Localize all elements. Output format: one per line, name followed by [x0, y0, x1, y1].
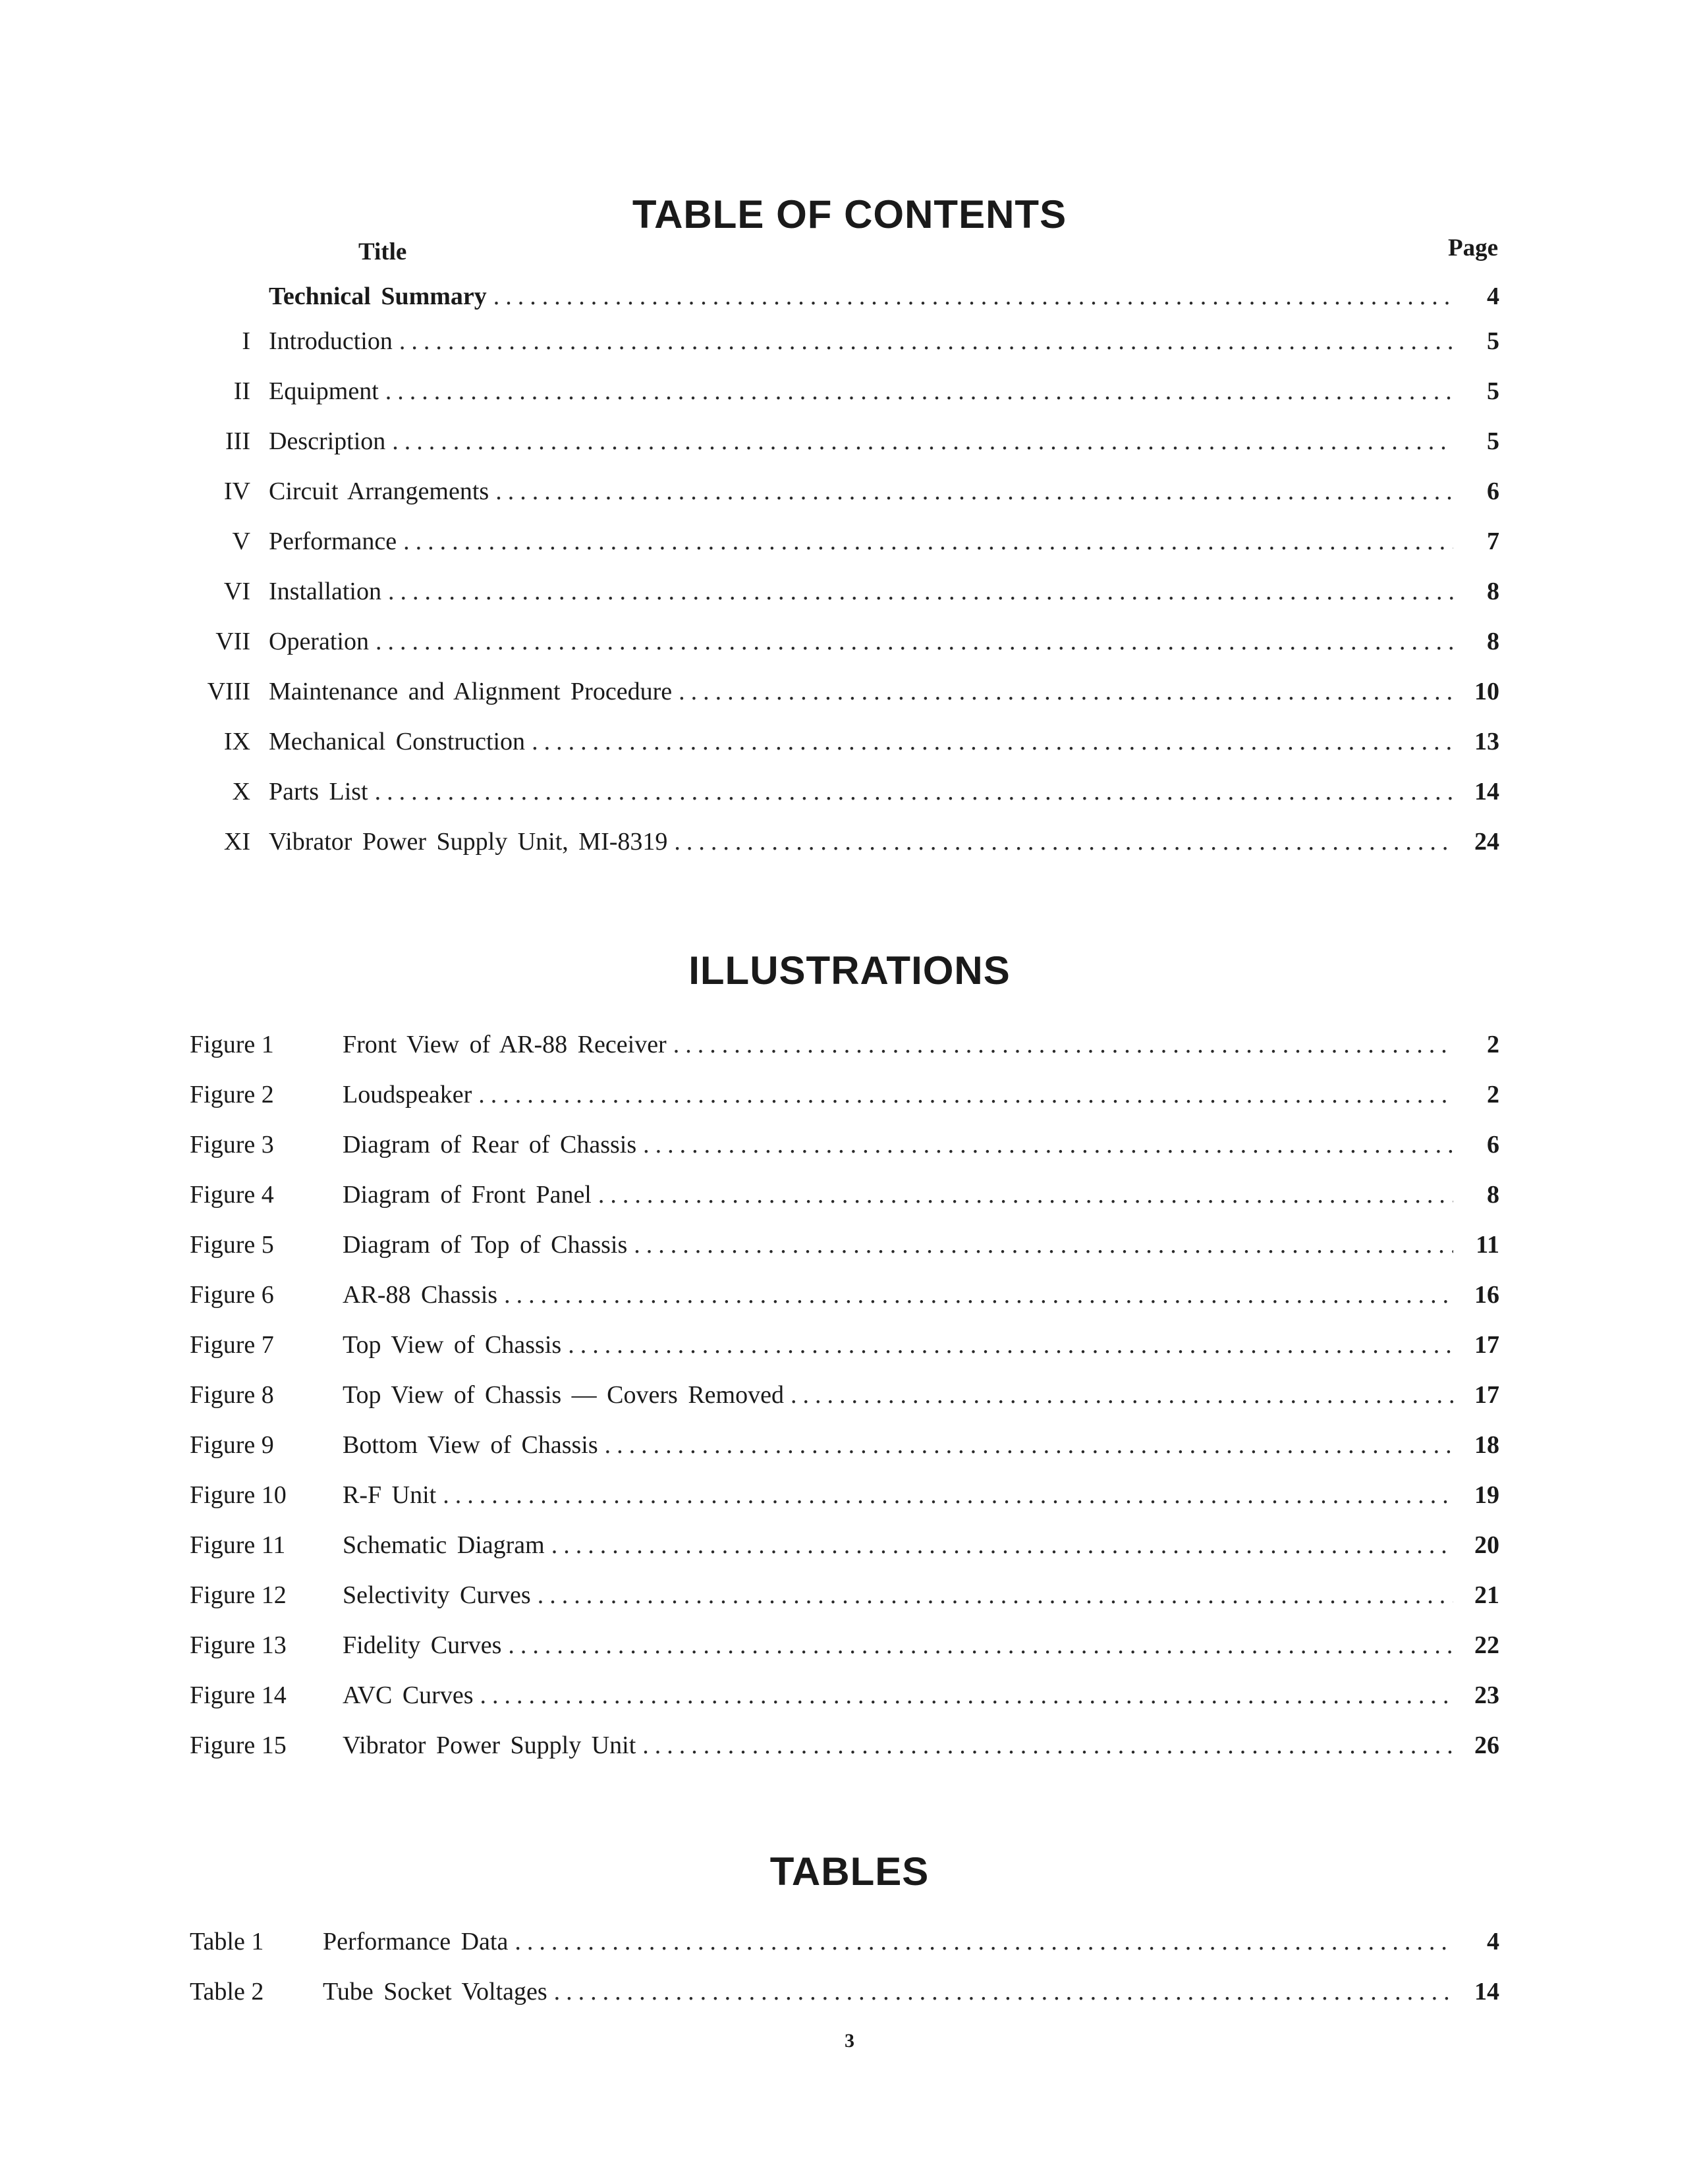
figure-title: Loudspeaker: [343, 1081, 472, 1108]
figure-title: Vibrator Power Supply Unit: [343, 1732, 636, 1759]
toc-entry-title: Introduction: [269, 327, 393, 355]
toc-entry-number: VI: [223, 578, 250, 605]
dot-leader: [478, 1079, 1453, 1110]
toc-entry-number: XI: [223, 828, 250, 856]
illustration-entry[interactable]: [190, 1179, 1499, 1211]
dot-leader: [392, 425, 1453, 457]
toc-entry-title: Performance: [269, 528, 397, 555]
dot-leader: [679, 676, 1453, 707]
dot-leader: [791, 1379, 1453, 1411]
dot-leader: [388, 576, 1453, 607]
toc-entry-title: Circuit Arrangements: [269, 478, 489, 505]
table-title: Performance Data: [323, 1928, 509, 1955]
illustration-entry[interactable]: [190, 1029, 1499, 1060]
toc-entry[interactable]: [186, 325, 1499, 357]
page-number: 3: [845, 2030, 854, 2052]
figure-number: Figure 15: [190, 1732, 287, 1759]
dot-leader: [551, 1529, 1453, 1561]
toc-entry-number: IX: [223, 728, 250, 755]
illustration-entry[interactable]: [190, 1279, 1499, 1311]
toc-entry[interactable]: [186, 476, 1499, 507]
illustration-entry[interactable]: [190, 1479, 1499, 1511]
toc-entry[interactable]: [186, 425, 1499, 457]
dot-leader: [515, 1926, 1453, 1957]
toc-entry-title: Parts List: [269, 778, 368, 805]
toc-entry-number: IV: [223, 478, 250, 505]
toc-entry-number: VIII: [207, 678, 250, 705]
toc-entry-page: 10: [1474, 678, 1499, 705]
toc-entry-page: 24: [1474, 828, 1499, 856]
figure-page: 21: [1474, 1581, 1499, 1609]
table-entry[interactable]: [190, 1926, 1499, 1957]
figure-page: 22: [1474, 1631, 1499, 1659]
toc-entry-number: I: [242, 327, 250, 355]
toc-page-column-label: Page: [1448, 234, 1499, 261]
figure-number: Figure 12: [190, 1581, 287, 1609]
figure-page: 19: [1474, 1481, 1499, 1509]
illustration-entry[interactable]: [190, 1229, 1499, 1261]
toc-entry[interactable]: [186, 526, 1499, 557]
figure-title: Front View of AR-88 Receiver: [343, 1031, 667, 1058]
figure-title: Diagram of Front Panel: [343, 1181, 592, 1209]
toc-entry-title: Operation: [269, 628, 369, 655]
illustration-entry[interactable]: [190, 1129, 1499, 1160]
figure-page: 18: [1474, 1431, 1499, 1459]
table-page: 14: [1474, 1978, 1499, 2006]
toc-entry-number: III: [225, 427, 250, 455]
illustration-entry[interactable]: [190, 1629, 1499, 1661]
figure-page: 17: [1474, 1331, 1499, 1359]
figure-number: Figure 7: [190, 1331, 274, 1359]
dot-leader: [504, 1279, 1453, 1311]
illustration-entry[interactable]: [190, 1379, 1499, 1411]
toc-entry-number: VII: [215, 628, 250, 655]
table-title: Tube Socket Voltages: [323, 1978, 547, 2006]
illustration-entry[interactable]: [190, 1079, 1499, 1110]
dot-leader: [443, 1479, 1453, 1511]
toc-entry-title: Vibrator Power Supply Unit, MI-8319: [269, 828, 668, 856]
figure-page: 20: [1474, 1531, 1499, 1559]
toc-entry[interactable]: [186, 576, 1499, 607]
figure-number: Figure 8: [190, 1381, 274, 1409]
table-entry[interactable]: [190, 1976, 1499, 2007]
toc-entry-number: X: [232, 778, 250, 805]
figure-number: Figure 4: [190, 1181, 274, 1209]
figure-page: 16: [1474, 1281, 1499, 1309]
table-number: Table 2: [190, 1978, 264, 2006]
figure-title: Top View of Chassis: [343, 1331, 562, 1359]
dot-leader: [642, 1730, 1453, 1761]
toc-entry[interactable]: [186, 726, 1499, 757]
toc-entry[interactable]: [186, 776, 1499, 807]
toc-entry-title: Installation: [269, 578, 381, 605]
toc-entry[interactable]: [186, 676, 1499, 707]
figure-title: Selectivity Curves: [343, 1581, 531, 1609]
dot-leader: [508, 1629, 1453, 1661]
figure-page: 26: [1474, 1732, 1499, 1759]
figure-number: Figure 6: [190, 1281, 274, 1309]
illustration-entry[interactable]: [190, 1579, 1499, 1611]
figure-number: Figure 3: [190, 1131, 274, 1159]
dot-leader: [403, 526, 1453, 557]
toc-entry-page: 14: [1474, 778, 1499, 805]
toc-entry-number: II: [233, 377, 250, 405]
dot-leader: [554, 1976, 1453, 2007]
dot-leader: [532, 726, 1453, 757]
dot-leader: [634, 1229, 1453, 1261]
dot-leader: [568, 1329, 1453, 1361]
toc-entry-page: 5: [1487, 377, 1499, 405]
figure-page: 2: [1487, 1031, 1499, 1058]
toc-entry-title: Maintenance and Alignment Procedure: [269, 678, 673, 705]
figure-number: Figure 13: [190, 1631, 287, 1659]
toc-entry-number: V: [232, 528, 250, 555]
dot-leader: [480, 1679, 1454, 1711]
figure-page: 6: [1487, 1131, 1499, 1159]
toc-entry[interactable]: [186, 626, 1499, 657]
illustrations-heading: ILLUSTRATIONS: [688, 948, 1011, 993]
dot-leader: [673, 1029, 1453, 1060]
toc-entry-page: 8: [1487, 628, 1499, 655]
figure-number: Figure 1: [190, 1031, 274, 1058]
toc-entry-title: Technical Summary: [269, 283, 487, 310]
toc-entry-title: Description: [269, 427, 386, 455]
figure-title: Diagram of Rear of Chassis: [343, 1131, 637, 1159]
figure-title: AVC Curves: [343, 1681, 474, 1709]
toc-entry-page: 6: [1487, 478, 1499, 505]
toc-entry-page: 7: [1487, 528, 1499, 555]
toc-entry[interactable]: [186, 281, 1499, 312]
toc-entry[interactable]: [186, 375, 1499, 407]
dot-leader: [598, 1179, 1453, 1211]
dot-leader: [643, 1129, 1453, 1160]
figure-number: Figure 14: [190, 1681, 287, 1709]
figure-page: 23: [1474, 1681, 1499, 1709]
toc-entry-page: 5: [1487, 427, 1499, 455]
dot-leader: [493, 281, 1453, 312]
table-page: 4: [1487, 1928, 1499, 1955]
figure-title: Diagram of Top of Chassis: [343, 1231, 628, 1259]
dot-leader: [674, 826, 1453, 858]
figure-number: Figure 2: [190, 1081, 274, 1108]
figure-number: Figure 5: [190, 1231, 274, 1259]
figure-title: AR-88 Chassis: [343, 1281, 498, 1309]
toc-entry-page: 13: [1474, 728, 1499, 755]
figure-title: Fidelity Curves: [343, 1631, 502, 1659]
dot-leader: [495, 476, 1453, 507]
toc-entry-page: 5: [1487, 327, 1499, 355]
illustration-entry[interactable]: [190, 1730, 1499, 1761]
dot-leader: [399, 325, 1453, 357]
illustration-entry[interactable]: [190, 1679, 1499, 1711]
toc-entry-page: 8: [1487, 578, 1499, 605]
figure-page: 11: [1476, 1231, 1499, 1259]
figure-page: 17: [1474, 1381, 1499, 1409]
toc-entry[interactable]: [186, 826, 1499, 858]
tables-heading: TABLES: [769, 1849, 930, 1894]
dot-leader: [605, 1429, 1453, 1461]
figure-title: R-F Unit: [343, 1481, 437, 1509]
figure-page: 2: [1487, 1081, 1499, 1108]
dot-leader: [385, 375, 1453, 407]
figure-title: Schematic Diagram: [343, 1531, 545, 1559]
toc-title-column-label: Title: [358, 238, 407, 265]
figure-number: Figure 9: [190, 1431, 274, 1459]
toc-heading: TABLE OF CONTENTS: [632, 192, 1067, 236]
table-number: Table 1: [190, 1928, 264, 1955]
figure-title: Top View of Chassis — Covers Removed: [343, 1381, 784, 1409]
toc-entry-title: Equipment: [269, 377, 379, 405]
illustration-entry[interactable]: [190, 1429, 1499, 1461]
illustration-entry[interactable]: [190, 1329, 1499, 1361]
illustration-entry[interactable]: [190, 1529, 1499, 1561]
figure-number: Figure 10: [190, 1481, 287, 1509]
figure-page: 8: [1487, 1181, 1499, 1209]
toc-entry-title: Mechanical Construction: [269, 728, 526, 755]
dot-leader: [538, 1579, 1453, 1611]
figure-number: Figure 11: [190, 1531, 286, 1559]
dot-leader: [376, 626, 1453, 657]
figure-title: Bottom View of Chassis: [343, 1431, 598, 1459]
toc-entry-page: 4: [1487, 283, 1499, 310]
dot-leader: [375, 776, 1453, 807]
